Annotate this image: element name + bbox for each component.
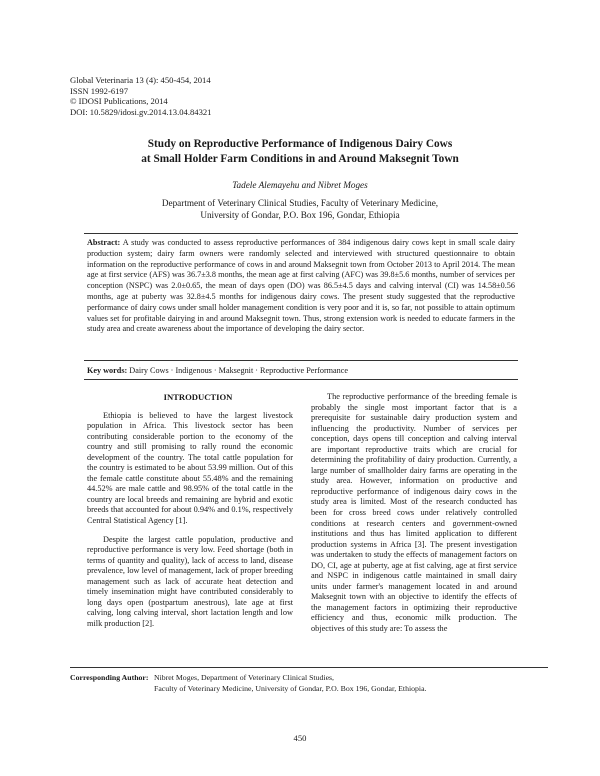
keywords-label: Key words:: [87, 366, 128, 375]
affiliation-line-2: University of Gondar, P.O. Box 196, Gondar, Ethiopia: [200, 209, 400, 220]
intro-paragraph-3: The reproductive performance of the breeding female is probably the single most important factor that is a prerequisite for sustainable dairy production system and influencing the productivity. Number of services per conception, days opens till conception and calving interval are important reproductive traits which are crucial for determining the profitability of dairy production. Currently, a large number of smallholder dairy farms are operating in the study area. However, information on productive and reproductive performance of indigenous dairy cows in the study area is limited. Most of the research conducted has been for cross breed cows under relatively controlled conditions at research centers and government-owned institutions and thus has limited application to different production systems in Africa [3]. The present investigation was undertaken to study the effects of management factors on DO, CI, age at puberty, age at fist calving, age at first service and NSPC in indigenous cattle maintained in small dairy units under farmer's management located in and around Maksegnit town with an objective to identify the effects of the management factors in optimizing their reproductive efficiency and thus, economic milk production. The objectives of this study are: To assess the: [311, 392, 517, 634]
affiliation: [60, 198, 540, 221]
keywords: [87, 366, 515, 375]
keywords-text: Dairy Cows · Indigenous · Maksegnit · Reproductive Performance: [129, 366, 349, 375]
abstract: [87, 238, 515, 335]
authors: Tadele Alemayehu and Nibret Moges: [232, 180, 368, 190]
title-line-1: Study on Reproductive Performance of Indigenous Dairy Cows: [147, 138, 453, 150]
intro-paragraph-1: Ethiopia is believed to have the largest livestock population in Africa. This livestock sector has been contributing considerable portion to the economy of the country and still promising to rally round the economic development of the country. The total cattle population for the country is estimated to be about 53.99 million. Out of this the female cattle constitute about 55.48% and the remaining 44.52% are male cattle and 98.95% of the total cattle in the country are local breeds and remaining are hybrid and exotic breeds that accounted for about 0.94% and 0.1%, respectively Central Statistical Agency [1].: [87, 410, 293, 526]
intro-paragraph-2: Despite the largest cattle population, productive and reproductive performance is very low. Feed shortage (both in terms of quantity and quality), lack of access to land, disease prevalence, low level of management, lack of proper breeding management such as lack of accurate heat detection and timely insemination might have contributed considerably to long days open (postpartum anestrous), late age at first calving, long calving interval, short lactation length and low milk production [2].: [87, 534, 293, 628]
copyright: © IDOSI Publications, 2014: [70, 96, 168, 107]
affiliation-line-1: Department of Veterinary Clinical Studies, Faculty of Veterinary Medicine,: [161, 198, 439, 208]
journal-header: [70, 75, 211, 117]
title-line-2: at Small Holder Farm Conditions in and Around Maksegnit Town: [141, 152, 459, 165]
corresponding-author: [70, 672, 548, 694]
issn: ISSN 1992-6197: [70, 85, 129, 96]
right-column: [311, 392, 517, 635]
abstract-top-rule: [84, 233, 518, 234]
journal-citation: Global Veterinaria 13 (4): 450-454, 2014: [70, 75, 211, 85]
intro-heading: INTRODUCTION: [163, 392, 233, 402]
footnote-rule: [70, 667, 548, 668]
corresponding-label: Corresponding Author:: [70, 673, 149, 682]
corresponding-line-1: Nibret Moges, Department of Veterinary Clinical Studies,: [154, 673, 335, 682]
left-column: [87, 392, 293, 629]
abstract-bottom-rule: [84, 360, 518, 361]
abstract-text: A study was conducted to assess reproductive performances of 384 indigenous dairy cows kept in small scale dairy production system; dairy farm owners were randomly selected and interviewed with structured questionnaire to obtain information on the reproductive performance of cows in and around Maksegnit town from October 2013 to April 2014. The mean age at first service (AFS) was 36.7±3.8 months, the mean age at first calving (AFC) was 39.8±5.6 months, number of services per conception (NSPC) was 2.0±0.65, the mean of days open (DO) was 86.5±4.5 days and calving interval (CI) was 14.58±0.56 months, age at puberty was 32.8±4.5 months for indigenous dairy cows. The present study suggested that the reproductive performance of dairy cows under small holder management condition is very poor and it is, so far, not possible to attain optimum values set for profitable dairying in and around Maksegnit town. Thus, strong extension work is needed to educate farmers in the study area and create awareness about the importance of developing the dairy sector.: [87, 238, 515, 334]
corresponding-line-2: Faculty of Veterinary Medicine, University of Gondar, P.O. Box 196, Gondar, Ethiopia.: [154, 684, 427, 693]
abstract-label: Abstract:: [87, 238, 121, 247]
paper-title: [60, 137, 540, 166]
doi: DOI: 10.5829/idosi.gv.2014.13.04.84321: [70, 106, 212, 117]
keywords-rule: [84, 379, 518, 380]
page-number: 450: [293, 733, 307, 743]
